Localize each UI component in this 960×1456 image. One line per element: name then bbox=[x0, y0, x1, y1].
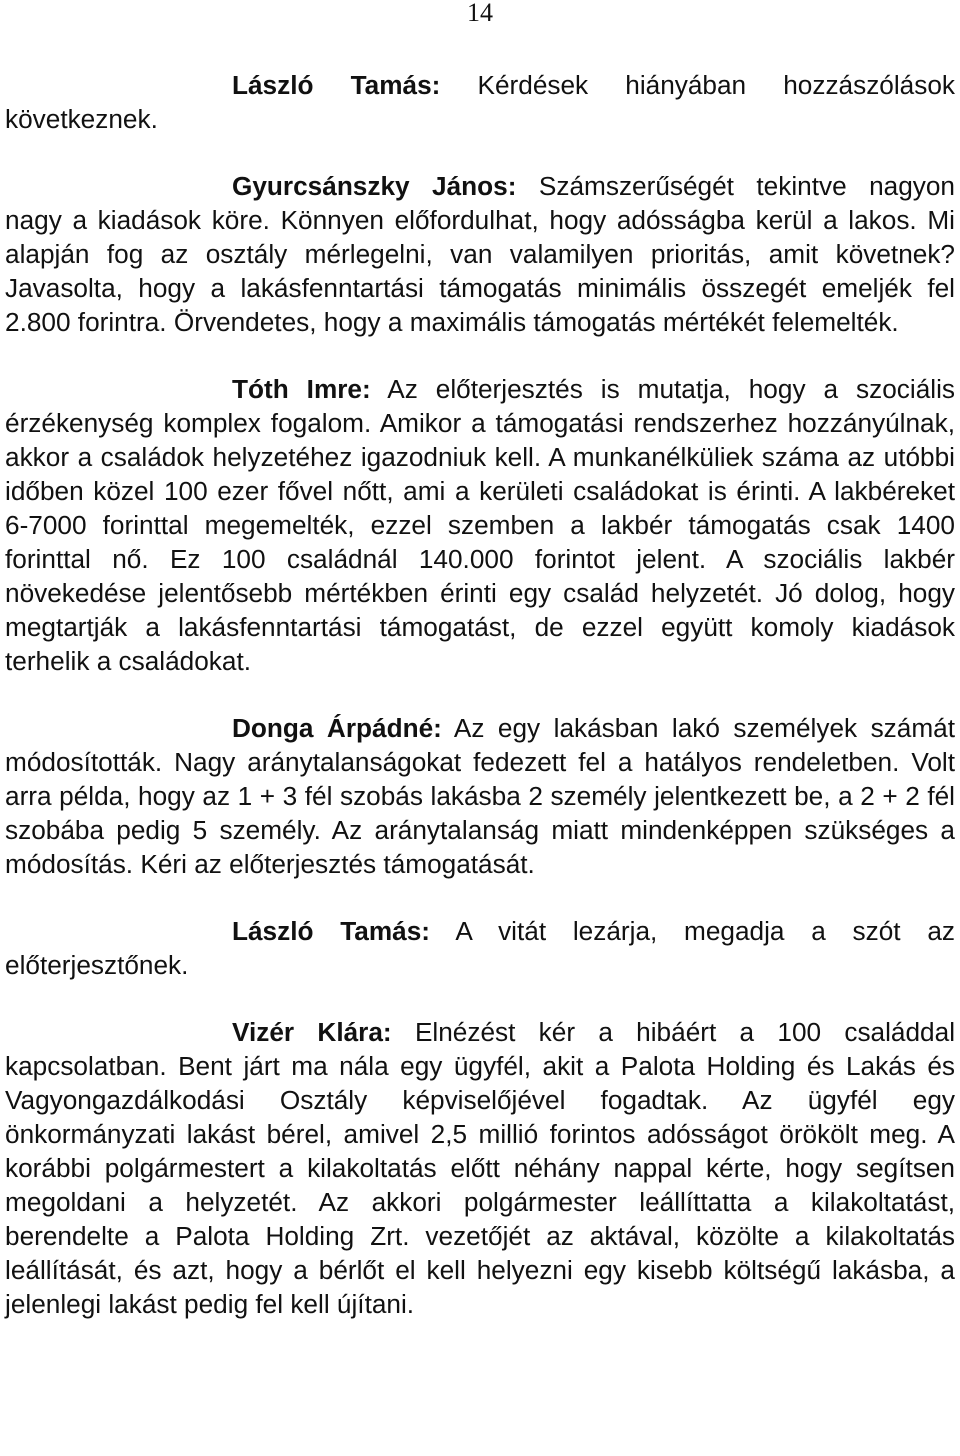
page-number: 14 bbox=[467, 0, 493, 27]
paragraph-laszlo-tamas-2 bbox=[5, 914, 955, 982]
minutes-body bbox=[5, 68, 955, 1321]
speaker-name: Gyurcsánszky János: bbox=[232, 171, 517, 201]
speaker-name: Donga Árpádné: bbox=[232, 713, 442, 743]
speaker-name: László Tamás: bbox=[232, 916, 430, 946]
speaker-name: László Tamás: bbox=[232, 70, 441, 100]
paragraph-toth-imre bbox=[5, 372, 955, 678]
paragraph-text: Az egy lakásban lakó személyek számát módosították. Nagy aránytalanságokat fedezett fel a hatályos rendeletben. Volt arra példa, hogy az 1 + 3 fél szobás lakásba 2 személy jelentkezett be, a 2 + 2 fél szobába pedig 5 személy. Az aránytalanság miatt mindenképpen szükséges a módosítás. Kéri az előterjesztés támogatását. bbox=[5, 713, 955, 879]
paragraph-vizer-klara bbox=[5, 1015, 955, 1321]
speaker-name: Vizér Klára: bbox=[232, 1017, 392, 1047]
paragraph-text: Elnézést kér a hibáért a 100 családdal kapcsolatban. Bent járt ma nála egy ügyfél, akit a Palota Holding és Lakás és Vagyongazdálkodási Osztály képviselőjével fogadtak. Az ügyfél egy önkormányzati lakást bérel, amivel 2,5 millió forintos adósságot örökölt meg. A korábbi polgármestert a kilakoltatás előtt néhány nappal kérte, hogy segítsen megoldani a helyzetét. Az akkori polgármester leállíttatta a kilakoltatást, berendelte a Palota Holding Zrt. vezetőjét az aktával, közölte a kilakoltatás leállítását, és azt, hogy a bérlőt el kell helyezni egy kisebb költségű lakásba, a jelenlegi lakást pedig fel kell újítani. bbox=[5, 1017, 956, 1319]
speaker-name: Tóth Imre: bbox=[232, 374, 371, 404]
paragraph-text: Kérdések hiányában hozzászólások következnek. bbox=[5, 70, 955, 134]
paragraph-text: Számszerűségét tekintve nagyon nagy a kiadások köre. Könnyen előfordulhat, hogy adósságba kerül a lakos. Mi alapján fog az osztály mérlegelni, van valamilyen prioritás, amit követnek? Javasolta, hogy a lakásfenntartási támogatás minimális összegét emeljék fel 2.800 forintra. Örvendetes, hogy a maximális támogatás mértékét felemelték. bbox=[5, 171, 955, 337]
paragraph-text: Az előterjesztés is mutatja, hogy a szociális érzékenység komplex fogalom. Amikor a támogatási rendszerhez hozzányúlnak, akkor a családok helyzetéhez igazodniuk kell. A munkanélküliek száma az utóbbi időben közel 100 ezer fővel nőtt, ami a kerületi családokat is érinti. A lakbéreket 6-7000 forinttal megemelték, ezzel szemben a lakbér támogatás csak 1400 forinttal nő. Ez 100 családnál 140.000 forintot jelent. A szociális lakbér növekedése jelentősebb mértékben érinti egy család helyzetét. Jó dolog, hogy megtartják a lakásfenntartási támogatást, de ezzel együtt komoly kiadások terhelik a családokat. bbox=[5, 374, 955, 676]
paragraph-text: A vitát lezárja, megadja a szót az előterjesztőnek. bbox=[5, 916, 955, 980]
paragraph-laszlo-tamas-1 bbox=[5, 68, 955, 136]
paragraph-gyurcsanszky-janos bbox=[5, 169, 955, 339]
paragraph-donga-arpadne bbox=[5, 711, 955, 881]
